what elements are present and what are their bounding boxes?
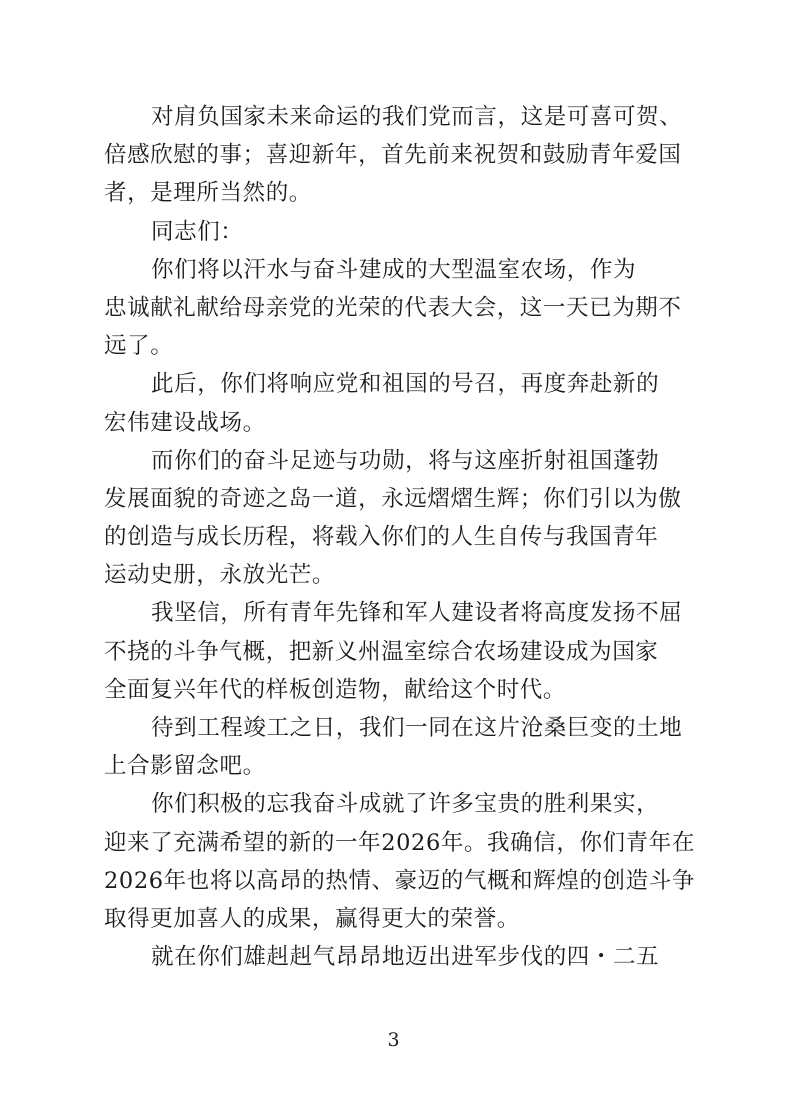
text-line: 的创造与成长历程，将载入你们的人生自传与我国青年 [104, 524, 659, 551]
document-body [104, 98, 695, 976]
text-line: 此后，你们将响应党和祖国的号召，再度奔赴新的 [151, 371, 660, 398]
text-line: 迎来了充满希望的新的一年2026年。我确信，你们青年在 [104, 829, 695, 856]
text-line: 者，是理所当然的。 [104, 180, 312, 207]
text-line: 对肩负国家未来命运的我们党而言，这是可喜可贺、 [151, 104, 683, 130]
page-number: 3 [387, 1029, 400, 1051]
paragraph [104, 594, 684, 709]
text-line: 全面复兴年代的样板创造物，献给这个时代。 [104, 676, 567, 703]
text-line: 上合影留念吧。 [104, 753, 266, 780]
text-line: 运动史册，永放光芒。 [104, 562, 336, 589]
text-line: 忠诚献礼献给母亲党的光荣的代表大会，这一天已为期不 [104, 294, 682, 321]
text-line: 2026年也将以高昂的热情、豪迈的气概和辉煌的创造斗争 [104, 867, 695, 894]
paragraph [104, 938, 684, 976]
text-line: 同志们： [151, 218, 244, 245]
text-line: 而你们的奋斗足迹与功勋，将与这座折射祖国蓬勃 [151, 447, 660, 474]
paragraph [104, 98, 684, 213]
paragraph [104, 365, 684, 441]
paragraph [104, 442, 684, 595]
text-line: 待到工程竣工之日，我们一同在这片沧桑巨变的土地 [151, 715, 683, 741]
text-line: 取得更加喜人的成果，赢得更大的荣誉。 [104, 905, 520, 932]
paragraph [104, 785, 695, 938]
text-line: 就在你们雄赳赳气昂昂地迈出进军步伐的四・二五 [151, 944, 660, 971]
text-line: 远了。 [104, 333, 174, 360]
text-line: 我坚信，所有青年先锋和军人建设者将高度发扬不屈 [151, 600, 683, 627]
salutation [104, 213, 684, 251]
text-line: 宏伟建设战场。 [104, 409, 266, 436]
paragraph [104, 709, 684, 785]
text-line: 你们将以汗水与奋斗建成的大型温室农场，作为 [151, 256, 637, 283]
text-line: 不挠的斗争气概，把新义州温室综合农场建设成为国家 [104, 638, 659, 665]
paragraph [104, 251, 684, 366]
text-line: 倍感欣慰的事；喜迎新年，首先前来祝贺和鼓励青年爱国 [104, 142, 682, 169]
text-line: 你们积极的忘我奋斗成就了许多宝贵的胜利果实， [151, 791, 660, 818]
text-line: 发展面貌的奇迹之岛一道，永远熠熠生辉；你们引以为傲 [104, 485, 682, 512]
